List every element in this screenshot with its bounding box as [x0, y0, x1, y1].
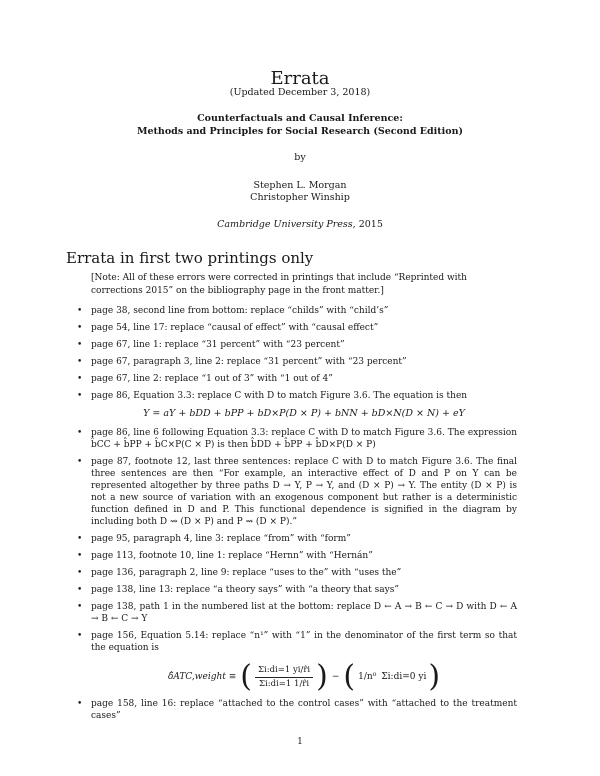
eq-coefficient: 1/n⁰ — [358, 672, 377, 682]
list-item: • page 67, paragraph 3, line 2: replace “31 percent” with “23 percent” — [77, 357, 407, 367]
bullet-icon: • — [77, 699, 83, 709]
equation-3-3: Y = aY + bDD + bPP + bD×P(D × P) + bNN + bD×N(D × N) + eY — [143, 408, 465, 419]
updated-date: (Updated December 3, 2018) — [229, 87, 371, 98]
list-item: • page 67, line 2: replace “1 out of 3” with “1 out of 4” — [77, 374, 333, 384]
bullet-icon: • — [77, 568, 83, 578]
bullet-icon: • — [77, 551, 83, 561]
list-item: • page 38, second line from bottom: replace “childs” with “child’s” — [77, 306, 389, 316]
list-item: • page 138, path 1 in the numbered list at the bottom: replace D ← A → B ← C → D with D ← A → B ← C → Y — [77, 602, 517, 624]
bullet-icon: • — [77, 534, 83, 544]
list-item: • page 86, Equation 3.3: replace C with D to match Figure 3.6. The equation is then Y = aY + bDD + bPP + bD×P(D × P) + bNN + bD×N(D × N) + eY — [77, 390, 517, 420]
section-heading: Errata in first two printings only — [66, 249, 314, 267]
bullet-icon: • — [77, 428, 83, 438]
bullet-icon: • — [77, 340, 83, 350]
author-2: Christopher Winship — [250, 192, 350, 203]
list-item: • page 54, line 17: replace “causal of effect” with “causal effect” — [77, 323, 379, 333]
errata-note: [Note: All of these errors were corrected in printings that include “Reprinted with corrections 2015” on the bibliography page in the front matter.] — [91, 273, 467, 296]
list-item: • page 67, line 1: replace “31 percent” with “23 percent” — [77, 340, 345, 350]
eq-lhs: δ̂ATC,weight ≡ — [167, 672, 237, 682]
bullet-icon: • — [77, 357, 83, 367]
bullet-icon: • — [77, 585, 83, 595]
list-item: • page 158, line 16: replace “attached to the control cases” with “attached to the treatment cases” — [77, 699, 517, 721]
book-title-line2: Methods and Principles for Social Research (Second Edition) — [136, 126, 463, 137]
list-item: • page 95, paragraph 4, line 3: replace “from” with “form” — [77, 534, 351, 544]
right-paren-icon: ) — [316, 659, 328, 694]
page-number: 1 — [297, 737, 303, 747]
author-1: Stephen L. Morgan — [253, 180, 347, 191]
list-item: • page 136, paragraph 2, line 9: replace “uses to the” with “uses the” — [77, 568, 402, 578]
errata-list — [77, 305, 517, 727]
right-paren-icon: ) — [428, 659, 441, 694]
eq-numerator: Σi:di=1 yi/r̂i — [255, 664, 313, 678]
list-item: • page 86, line 6 following Equation 3.3: replace C with D to match Figure 3.6. The expression b̂CC + b̂PP + b̂C×P(C × P) is then b̂DD + b̂PP + b̂D×P(D × P) — [77, 428, 517, 450]
bullet-icon: • — [77, 602, 83, 612]
bullet-icon: • — [77, 631, 83, 641]
bullet-icon: • — [77, 306, 83, 316]
eq-minus: − — [331, 672, 340, 682]
list-item: • page 138, line 13: replace “a theory says” with “a theory that says” — [77, 585, 399, 595]
list-item: • page 87, footnote 12, last three sentences: replace C with D to match Figure 3.6. The final three sentences are then “For example, an interactive effect of D and P on Y can be represented altogether by three paths D → Y, P → Y, and (D × P) → Y. The entity (D × P) is not a new source of variation with an exogenous component but rather is a deterministic function defined in D and P. This functional dependence is signified in the diagram by including both D ⇝ (D × P) and P ⇝ (D × P).” — [77, 457, 517, 527]
book-title-line1: Counterfactuals and Causal Inference: — [197, 113, 403, 124]
bullet-icon: • — [77, 457, 83, 467]
eq-denominator: Σi:di=1 1/r̂i — [259, 679, 310, 689]
list-item: • page 113, footnote 10, line 1: replace “Hernn” with “Hernán” — [77, 551, 373, 561]
by-label: by — [294, 152, 306, 163]
eq-fraction-1 — [255, 664, 313, 690]
publisher-line — [0, 219, 600, 230]
publication-year: , 2015 — [352, 219, 383, 230]
list-item: • page 156, Equation 5.14: replace “n¹” with “1” in the denominator of the first term so that the equation is δ̂ATC,weight ≡ ( $\frac{\Sigma i:di=1 yi/r̂i}{\Sigma i:di=1 1/r̂i}$ ) − ( 1/n⁰ Σi:di=0 yi ) — [77, 631, 517, 694]
left-paren-icon: ( — [240, 659, 252, 694]
publisher-name: Cambridge University Press — [217, 219, 353, 230]
bullet-icon: • — [77, 374, 83, 384]
eq-sum: Σi:di=0 yi — [381, 672, 427, 682]
page-title: Errata — [270, 68, 330, 89]
bullet-icon: • — [77, 391, 83, 401]
bullet-icon: • — [77, 323, 83, 333]
left-paren-icon: ( — [343, 659, 356, 694]
